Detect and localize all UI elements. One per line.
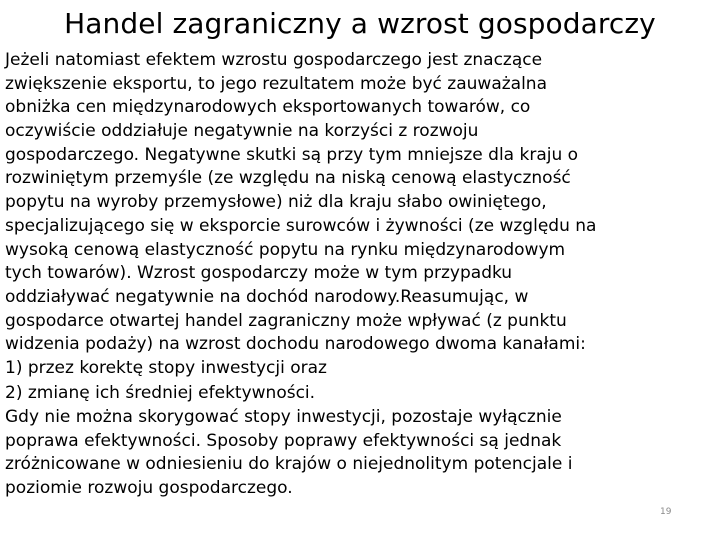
body-line: rozwiniętym przemyśle (ze względu na niską cenową elastyczność bbox=[5, 168, 571, 189]
list-item: 1) przez korektę stopy inwestycji oraz bbox=[5, 358, 327, 379]
body-line: poprawa efektywności. Sposoby poprawy efektywności są jednak bbox=[5, 430, 562, 451]
page-number: 19 bbox=[660, 507, 672, 517]
body-line: wysoką cenową elastyczność popytu na rynku międzynarodowym bbox=[5, 239, 566, 260]
body-line: zróżnicowane w odniesieniu do krajów o niejednolitym potencjale i bbox=[5, 454, 573, 475]
body-line: poziomie rozwoju gospodarczego. bbox=[5, 477, 293, 498]
list-item: 2) zmianę ich średniej efektywności. bbox=[5, 382, 316, 403]
body-line: widzenia podaży) na wzrost dochodu narodowego dwoma kanałami: bbox=[5, 334, 586, 355]
body-line: tych towarów). Wzrost gospodarczy może w tym przypadku bbox=[5, 263, 513, 284]
slide-body bbox=[5, 49, 717, 501]
body-line: zwiększenie eksportu, to jego rezultatem może być zauważalna bbox=[5, 73, 547, 94]
body-line: popytu na wyroby przemysłowe) niż dla kraju słabo owiniętego, bbox=[5, 192, 547, 213]
body-line: gospodarczego. Negatywne skutki są przy tym mniejsze dla kraju o bbox=[5, 144, 579, 165]
body-line: Jeżeli natomiast efektem wzrostu gospodarczego jest znaczące bbox=[5, 50, 543, 70]
body-line: oddziaływać negatywnie na dochód narodowy.Reasumując, w bbox=[5, 286, 529, 307]
body-line: specjalizującego się w eksporcie surowców i żywności (ze względu na bbox=[5, 215, 597, 236]
body-line: obniżka cen międzynarodowych eksportowanych towarów, co bbox=[5, 97, 531, 118]
body-line: gospodarce otwartej handel zagraniczny może wpływać (z punktu bbox=[5, 310, 567, 331]
body-line: oczywiście oddziałuje negatywnie na korzyści z rozwoju bbox=[5, 121, 479, 142]
body-line: Gdy nie można skorygować stopy inwestycji, pozostaje wyłącznie bbox=[5, 406, 562, 427]
slide-title: Handel zagraniczny a wzrost gospodarczy bbox=[64, 7, 656, 40]
